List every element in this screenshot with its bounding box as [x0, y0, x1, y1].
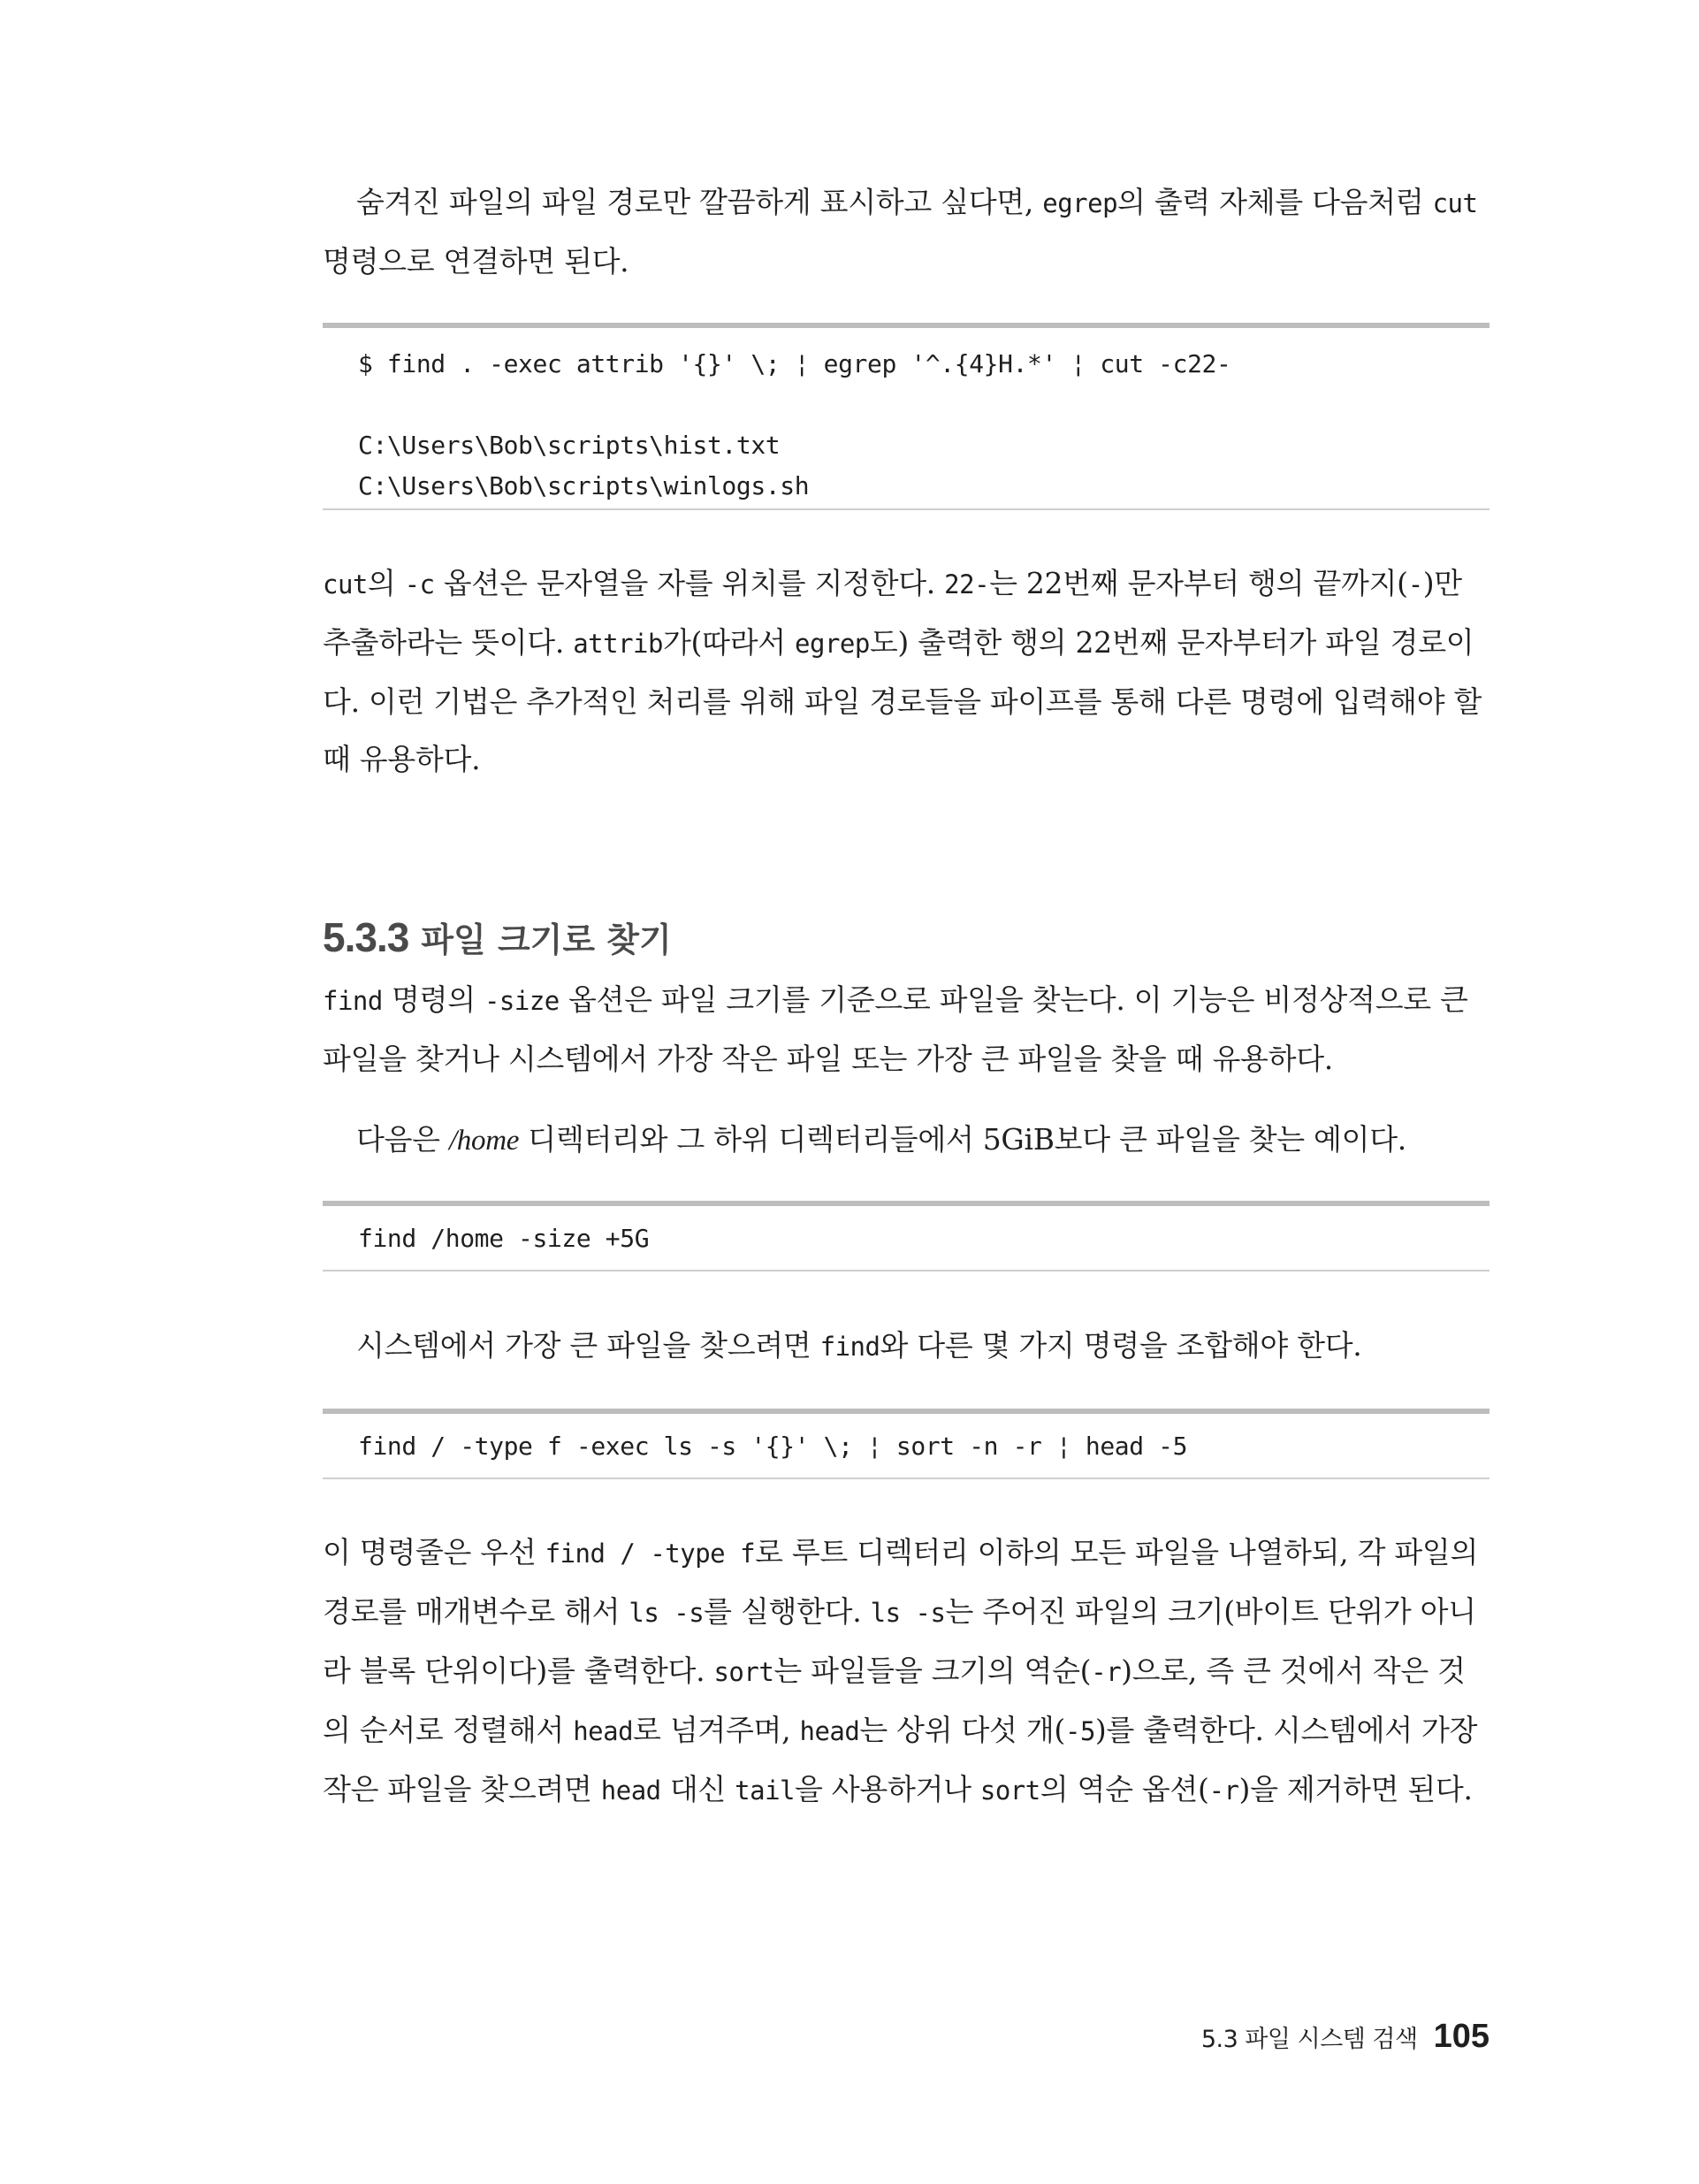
paragraph-largest-files: 시스템에서 가장 큰 파일을 찾으려면 find와 다른 몇 가지 명령을 조합해야 한다. — [356, 1328, 1362, 1363]
section-number: 5.3.3 — [323, 914, 409, 960]
inline-code-egrep: egrep — [1042, 188, 1118, 218]
code-text: find /home -size +5G — [358, 1224, 650, 1253]
paragraph-size-option: find 명령의 -size 옵션은 파일 크기를 기준으로 파일을 찾는다. 이 기능은 비정상적으로 큰 파일을 찾거나 시스템에서 가장 작은 파일 또는 가장 큰 파일을 찾을 때 유용하다. — [323, 982, 1468, 1076]
code-text: find / -type f -exec ls -s '{}' \; ¦ sort -n -r ¦ head -5 — [358, 1432, 1188, 1461]
inline-path-home: /home — [448, 1125, 520, 1157]
paragraph-command-explanation: 이 명령줄은 우선 find / -type f로 루트 디렉터리 이하의 모든 파일을 나열하되, 각 파일의 경로를 매개변수로 해서 ls -s를 실행한다. ls -s는 주어진 파일의 크기(바이트 단위가 아니라 블록 단위이다)를 출력한다. sort는 파일들을 크기의 역순(-r)으로, 즉 큰 것에서 작은 것의 순서로 정렬해서 head로 넘겨주며, head는 상위 다섯 개(-5)를 출력한다. 시스템에서 가장 작은 파일을 찾으려면 head 대신 tail을 사용하거나 sort의 역순 옵션(-r)을 제거하면 된다. — [323, 1535, 1479, 1806]
footer-section-title: 5.3 파일 시스템 검색 — [1200, 2026, 1418, 2053]
code-block-find-sort-head — [323, 1409, 1489, 1479]
paragraph-home-example: 다음은 /home 디렉터리와 그 하위 디렉터리들에서 5GiB보다 큰 파일을 찾는 예이다. — [356, 1122, 1406, 1157]
inline-code-cut: cut — [1432, 188, 1478, 218]
section-title: 파일 크기로 찾기 — [421, 920, 672, 959]
paragraph-cut-option: cut의 -c 옵션은 문자열을 자를 위치를 지정한다. 22-는 22번째 문자부터 행의 끝까지(-)만 추출하라는 뜻이다. attrib가(따라서 egrep도) 출력한 행의 22번째 문자부터가 파일 경로이다. 이런 기법은 추가적인 처리를 위해 파일 경로들을 파이프를 통해 다른 명령에 입력해야 할 때 유용하다. — [323, 566, 1482, 776]
book-page — [323, 0, 1489, 2184]
section-heading — [323, 911, 672, 966]
paragraph-hidden-file-paths: 숨겨진 파일의 파일 경로만 깔끔하게 표시하고 싶다면, egrep의 출력 자체를 다음처럼 cut 명령으로 연결하면 된다. — [323, 185, 1478, 279]
page-footer — [1201, 2018, 1489, 2056]
code-text: $ find . -exec attrib '{}' \; ¦ egrep '^.{4}H.*' ¦ cut -c22- C:\Users\Bob\scripts\hist.txt C:\Users\Bob\scripts\winlogs.sh — [358, 349, 1231, 500]
code-block-find-size — [323, 1201, 1489, 1271]
code-block-attrib-cut — [323, 323, 1489, 510]
page-number: 105 — [1433, 2018, 1489, 2055]
